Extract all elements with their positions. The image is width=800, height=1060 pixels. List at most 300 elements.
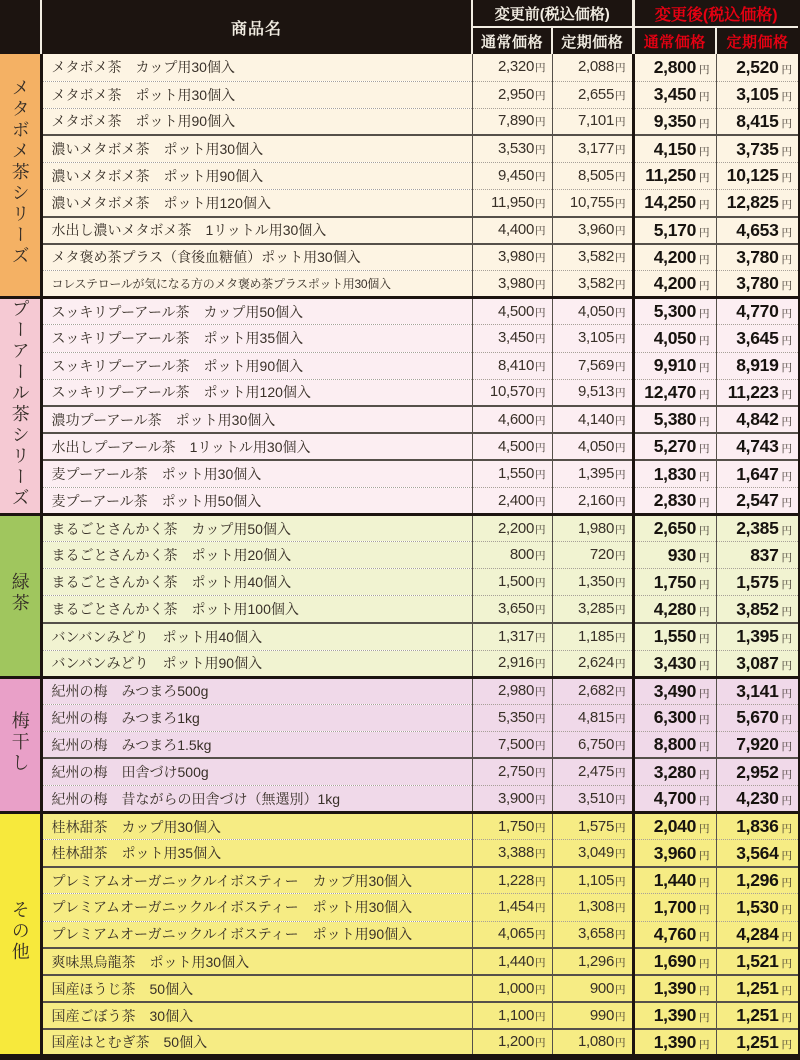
price-cell-before-regular xyxy=(472,135,552,162)
currency-suffix: 円 xyxy=(781,903,793,916)
currency-suffix: 円 xyxy=(781,443,793,456)
price-value: 1,500 xyxy=(497,573,534,591)
price-value: 9,450 xyxy=(497,166,534,184)
price-cell-before-regular xyxy=(472,298,552,325)
price-value: 2,800 xyxy=(653,56,696,77)
currency-suffix: 円 xyxy=(615,658,626,671)
table-row xyxy=(0,162,800,189)
currency-suffix: 円 xyxy=(535,414,546,427)
price-value: 1,521 xyxy=(736,951,779,972)
price-value: 9,910 xyxy=(653,355,696,376)
price-value: 3,450 xyxy=(497,329,534,347)
table-row xyxy=(0,81,800,108)
currency-suffix: 円 xyxy=(535,631,546,644)
price-value: 3,510 xyxy=(577,789,614,807)
currency-suffix: 円 xyxy=(699,849,710,862)
price-cell-after-regular xyxy=(633,894,716,921)
price-cell-after-subscription xyxy=(716,542,800,569)
price-value: 3,960 xyxy=(577,221,614,239)
currency-suffix: 円 xyxy=(535,875,546,888)
product-name-cell xyxy=(41,569,472,596)
price-value: 1,454 xyxy=(497,898,534,916)
currency-suffix: 円 xyxy=(781,226,793,239)
price-cell-before-regular xyxy=(472,488,552,515)
price-value: 3,105 xyxy=(577,329,614,347)
currency-suffix: 円 xyxy=(535,983,546,996)
price-cell-after-regular xyxy=(633,108,716,135)
currency-suffix: 円 xyxy=(535,848,546,861)
price-value: 2,682 xyxy=(577,682,614,700)
price-cell-before-regular xyxy=(472,786,552,813)
price-value: 720 xyxy=(589,546,614,564)
price-value: 1,395 xyxy=(577,465,614,483)
currency-suffix: 円 xyxy=(699,308,710,321)
price-cell-before-subscription xyxy=(552,298,633,325)
category-label: プーアール茶シリーズ xyxy=(9,298,30,509)
price-cell-after-regular xyxy=(633,786,716,813)
price-cell-after-regular xyxy=(633,162,716,189)
price-cell-after-regular xyxy=(633,325,716,352)
product-name: 麦プーアール茶 ポット用30個入 xyxy=(51,466,262,483)
price-cell-before-regular xyxy=(472,189,552,216)
price-cell-before-regular xyxy=(472,650,552,677)
currency-suffix: 円 xyxy=(781,91,793,104)
price-cell-after-subscription xyxy=(716,596,800,623)
price-cell-after-subscription xyxy=(716,488,800,515)
price-cell-after-regular xyxy=(633,406,716,433)
price-cell-before-subscription xyxy=(552,975,633,1002)
price-cell-before-subscription xyxy=(552,840,633,867)
table-row xyxy=(0,921,800,948)
currency-suffix: 円 xyxy=(781,280,793,293)
product-name: 水出し濃いメタボメ茶 1リットル用30個入 xyxy=(51,222,327,239)
price-value: 1,000 xyxy=(497,979,534,997)
price-value: 4,200 xyxy=(653,273,696,294)
currency-suffix: 円 xyxy=(615,441,626,454)
price-value: 3,087 xyxy=(736,652,779,673)
currency-suffix: 円 xyxy=(535,604,546,617)
price-cell-after-subscription xyxy=(716,271,800,298)
price-cell-before-subscription xyxy=(552,189,633,216)
price-value: 1,550 xyxy=(497,465,534,483)
product-name: スッキリプーアール茶 ポット用35個入 xyxy=(51,330,304,347)
currency-suffix: 円 xyxy=(699,226,710,239)
currency-suffix: 円 xyxy=(535,821,546,834)
price-cell-after-regular xyxy=(633,623,716,650)
price-cell-before-subscription xyxy=(552,81,633,108)
price-value: 3,105 xyxy=(736,84,779,105)
price-value: 4,653 xyxy=(736,219,779,240)
price-value: 2,520 xyxy=(736,56,779,77)
currency-suffix: 円 xyxy=(781,416,793,429)
price-value: 8,800 xyxy=(653,734,696,755)
table-row xyxy=(0,840,800,867)
price-cell-before-subscription xyxy=(552,244,633,271)
price-value: 3,645 xyxy=(736,327,779,348)
price-value: 9,513 xyxy=(577,383,614,401)
product-name: 水出しプーアール茶 1リットル用30個入 xyxy=(51,438,311,455)
price-value: 2,547 xyxy=(736,490,779,511)
column-header-product-name: 商品名 xyxy=(41,0,472,54)
product-name: まるごとさんかく茶 ポット用100個入 xyxy=(51,601,299,618)
category-cell xyxy=(0,54,41,298)
table-row xyxy=(0,54,800,81)
currency-suffix: 円 xyxy=(535,686,546,699)
price-cell-before-subscription xyxy=(552,162,633,189)
currency-suffix: 円 xyxy=(699,877,710,890)
product-name-cell xyxy=(41,108,472,135)
table-row xyxy=(0,135,800,162)
price-value: 1,550 xyxy=(653,626,696,647)
price-value: 6,300 xyxy=(653,707,696,728)
product-name-cell xyxy=(41,189,472,216)
price-value: 3,780 xyxy=(736,273,779,294)
price-value: 5,350 xyxy=(497,708,534,726)
price-cell-after-subscription xyxy=(716,786,800,813)
price-value: 3,564 xyxy=(736,842,779,863)
price-value: 2,400 xyxy=(497,491,534,509)
currency-suffix: 円 xyxy=(615,278,626,291)
currency-suffix: 円 xyxy=(535,739,546,752)
price-value: 1,105 xyxy=(577,871,614,889)
price-cell-before-regular xyxy=(472,244,552,271)
price-value: 1,100 xyxy=(497,1006,534,1024)
table-row xyxy=(0,623,800,650)
price-value: 1,830 xyxy=(653,463,696,484)
currency-suffix: 円 xyxy=(781,633,793,646)
currency-suffix: 円 xyxy=(781,470,793,483)
price-cell-before-regular xyxy=(472,758,552,785)
price-value: 2,952 xyxy=(736,761,779,782)
price-value: 4,230 xyxy=(736,788,779,809)
price-cell-after-regular xyxy=(633,189,716,216)
table-corner-cell xyxy=(0,0,41,54)
price-cell-before-subscription xyxy=(552,379,633,406)
price-cell-after-subscription xyxy=(716,948,800,975)
price-cell-after-subscription xyxy=(716,54,800,81)
price-value: 2,040 xyxy=(653,816,696,837)
product-name: 濃いメタボメ茶 ポット用90個入 xyxy=(51,167,264,184)
product-name: コレステロールが気になる方のメタ褒め茶プラスポット用30個入 xyxy=(51,277,391,292)
price-value: 1,228 xyxy=(497,871,534,889)
price-cell-after-subscription xyxy=(716,1029,800,1057)
price-value: 1,390 xyxy=(653,1031,696,1052)
price-value: 4,815 xyxy=(577,708,614,726)
price-value: 4,770 xyxy=(736,301,779,322)
product-name-cell xyxy=(41,542,472,569)
product-name-cell xyxy=(41,650,472,677)
currency-suffix: 円 xyxy=(535,550,546,563)
currency-suffix: 円 xyxy=(699,741,710,754)
product-name-cell xyxy=(41,406,472,433)
price-value: 4,600 xyxy=(497,410,534,428)
currency-suffix: 円 xyxy=(615,739,626,752)
price-value: 3,735 xyxy=(736,138,779,159)
price-value: 1,317 xyxy=(497,627,534,645)
product-name-cell xyxy=(41,433,472,460)
price-value: 1,308 xyxy=(577,898,614,916)
category-label: その他 xyxy=(9,900,30,964)
currency-suffix: 円 xyxy=(699,714,710,727)
price-cell-before-regular xyxy=(472,840,552,867)
product-name-cell xyxy=(41,948,472,975)
product-name: 国産はとむぎ茶 50個入 xyxy=(51,1034,208,1051)
price-value: 5,380 xyxy=(653,409,696,430)
table-row xyxy=(0,1002,800,1029)
currency-suffix: 円 xyxy=(535,333,546,346)
currency-suffix: 円 xyxy=(535,278,546,291)
price-value: 4,280 xyxy=(653,598,696,619)
currency-suffix: 円 xyxy=(615,821,626,834)
price-cell-after-regular xyxy=(633,677,716,704)
price-cell-after-regular xyxy=(633,813,716,840)
currency-suffix: 円 xyxy=(535,144,546,157)
price-value: 12,825 xyxy=(726,192,779,213)
table-row xyxy=(0,758,800,785)
price-cell-after-regular xyxy=(633,352,716,379)
currency-suffix: 円 xyxy=(781,388,793,401)
price-value: 11,223 xyxy=(727,381,779,402)
currency-suffix: 円 xyxy=(699,795,710,808)
price-cell-after-subscription xyxy=(716,108,800,135)
product-name-cell xyxy=(41,379,472,406)
price-cell-after-subscription xyxy=(716,81,800,108)
price-value: 1,395 xyxy=(736,626,779,647)
price-cell-after-regular xyxy=(633,542,716,569)
price-cell-before-subscription xyxy=(552,108,633,135)
currency-suffix: 円 xyxy=(699,659,710,672)
price-cell-before-subscription xyxy=(552,596,633,623)
price-cell-after-subscription xyxy=(716,298,800,325)
product-name-cell xyxy=(41,244,472,271)
price-value: 1,296 xyxy=(736,870,779,891)
price-cell-before-subscription xyxy=(552,542,633,569)
price-cell-after-regular xyxy=(633,298,716,325)
currency-suffix: 円 xyxy=(781,253,793,266)
price-value: 3,852 xyxy=(736,598,779,619)
price-value: 5,670 xyxy=(736,707,779,728)
header-row-top xyxy=(0,0,800,27)
price-value: 1,440 xyxy=(653,870,696,891)
product-name: 紀州の梅 昔ながらの田舎づけ（無選別）1kg xyxy=(51,790,341,807)
price-cell-before-subscription xyxy=(552,406,633,433)
product-name: 紀州の梅 みつまろ500g xyxy=(51,683,209,700)
currency-suffix: 円 xyxy=(615,387,626,400)
currency-suffix: 円 xyxy=(699,903,710,916)
category-label: 梅干し xyxy=(9,710,30,774)
price-value: 3,490 xyxy=(653,680,696,701)
price-cell-after-regular xyxy=(633,867,716,894)
table-row xyxy=(0,352,800,379)
price-cell-before-subscription xyxy=(552,325,633,352)
price-cell-after-subscription xyxy=(716,406,800,433)
currency-suffix: 円 xyxy=(535,116,546,129)
currency-suffix: 円 xyxy=(535,170,546,183)
price-value: 2,916 xyxy=(497,654,534,672)
price-value: 10,755 xyxy=(569,193,614,211)
price-cell-after-regular xyxy=(633,488,716,515)
currency-suffix: 円 xyxy=(535,767,546,780)
price-value: 2,160 xyxy=(577,491,614,509)
price-cell-after-subscription xyxy=(716,379,800,406)
currency-suffix: 円 xyxy=(535,902,546,915)
price-value: 10,125 xyxy=(726,165,779,186)
price-cell-before-subscription xyxy=(552,786,633,813)
price-value: 2,385 xyxy=(736,518,779,539)
product-name-cell xyxy=(41,704,472,731)
price-value: 4,500 xyxy=(497,302,534,320)
currency-suffix: 円 xyxy=(699,687,710,700)
price-value: 1,575 xyxy=(736,571,779,592)
price-cell-after-regular xyxy=(633,515,716,542)
price-value: 3,780 xyxy=(736,246,779,267)
product-name: スッキリプーアール茶 ポット用120個入 xyxy=(51,384,311,401)
price-value: 1,690 xyxy=(653,951,696,972)
price-value: 4,760 xyxy=(653,923,696,944)
price-cell-after-regular xyxy=(633,948,716,975)
price-value: 11,250 xyxy=(645,165,696,186)
currency-suffix: 円 xyxy=(535,360,546,373)
price-cell-after-subscription xyxy=(716,758,800,785)
currency-suffix: 円 xyxy=(699,416,710,429)
currency-suffix: 円 xyxy=(535,197,546,210)
table-row xyxy=(0,271,800,298)
currency-suffix: 円 xyxy=(535,89,546,102)
currency-suffix: 円 xyxy=(615,983,626,996)
currency-suffix: 円 xyxy=(535,577,546,590)
price-cell-after-subscription xyxy=(716,813,800,840)
price-value: 2,624 xyxy=(577,654,614,672)
price-cell-after-subscription xyxy=(716,677,800,704)
price-cell-after-regular xyxy=(633,271,716,298)
price-value: 1,980 xyxy=(577,519,614,537)
price-cell-before-regular xyxy=(472,460,552,487)
currency-suffix: 円 xyxy=(615,306,626,319)
price-value: 930 xyxy=(667,544,696,565)
currency-suffix: 円 xyxy=(535,929,546,942)
price-value: 4,140 xyxy=(577,410,614,428)
price-value: 3,049 xyxy=(577,844,614,862)
currency-suffix: 円 xyxy=(781,1038,793,1051)
price-cell-after-regular xyxy=(633,921,716,948)
currency-suffix: 円 xyxy=(699,1012,710,1025)
product-name-cell xyxy=(41,1029,472,1057)
price-cell-before-regular xyxy=(472,162,552,189)
price-value: 4,050 xyxy=(577,302,614,320)
price-cell-before-regular xyxy=(472,217,552,244)
price-cell-after-regular xyxy=(633,244,716,271)
price-cell-after-subscription xyxy=(716,135,800,162)
currency-suffix: 円 xyxy=(535,793,546,806)
price-cell-before-regular xyxy=(472,433,552,460)
price-value: 3,980 xyxy=(497,274,534,292)
product-name: 濃いメタボメ茶 ポット用120個入 xyxy=(51,194,271,211)
product-name: スッキリプーアール茶 ポット用90個入 xyxy=(51,357,304,374)
product-name-cell xyxy=(41,325,472,352)
price-value: 3,582 xyxy=(577,248,614,266)
price-cell-after-subscription xyxy=(716,352,800,379)
price-cell-before-subscription xyxy=(552,1029,633,1057)
price-cell-before-regular xyxy=(472,921,552,948)
product-name-cell xyxy=(41,623,472,650)
price-value: 3,388 xyxy=(497,844,534,862)
currency-suffix: 円 xyxy=(615,495,626,508)
product-name: プレミアムオーガニックルイボスティー ポット用30個入 xyxy=(51,899,413,916)
currency-suffix: 円 xyxy=(781,958,793,971)
currency-suffix: 円 xyxy=(615,793,626,806)
currency-suffix: 円 xyxy=(699,958,710,971)
product-name: 濃いメタボメ茶 ポット用30個入 xyxy=(51,141,264,158)
product-name: まるごとさんかく茶 ポット用20個入 xyxy=(51,547,292,564)
price-cell-after-subscription xyxy=(716,1002,800,1029)
price-cell-after-regular xyxy=(633,1029,716,1057)
currency-suffix: 円 xyxy=(699,117,710,130)
price-cell-before-regular xyxy=(472,623,552,650)
price-value: 1,530 xyxy=(736,896,779,917)
product-name-cell xyxy=(41,786,472,813)
price-cell-after-regular xyxy=(633,379,716,406)
price-cell-before-subscription xyxy=(552,515,633,542)
column-header-after-subscription: 定期価格 xyxy=(716,27,800,54)
product-name-cell xyxy=(41,298,472,325)
price-cell-before-subscription xyxy=(552,271,633,298)
product-name-cell xyxy=(41,217,472,244)
currency-suffix: 円 xyxy=(615,956,626,969)
currency-suffix: 円 xyxy=(781,605,793,618)
table-row xyxy=(0,515,800,542)
price-value: 7,920 xyxy=(736,734,779,755)
currency-suffix: 円 xyxy=(699,578,710,591)
currency-suffix: 円 xyxy=(699,1038,710,1051)
product-name-cell xyxy=(41,813,472,840)
price-cell-before-subscription xyxy=(552,650,633,677)
price-value: 2,950 xyxy=(497,85,534,103)
price-cell-before-regular xyxy=(472,596,552,623)
currency-suffix: 円 xyxy=(699,551,710,564)
product-name: スッキリプーアール茶 カップ用50個入 xyxy=(51,303,303,320)
price-value: 12,470 xyxy=(644,381,696,402)
currency-suffix: 円 xyxy=(699,253,710,266)
column-header-before-regular: 通常価格 xyxy=(472,27,552,54)
currency-suffix: 円 xyxy=(781,199,793,212)
price-cell-before-subscription xyxy=(552,569,633,596)
price-cell-before-subscription xyxy=(552,460,633,487)
product-name: 紀州の梅 田舎づけ500g xyxy=(51,764,209,781)
product-name-cell xyxy=(41,162,472,189)
price-cell-after-regular xyxy=(633,460,716,487)
currency-suffix: 円 xyxy=(781,362,793,375)
product-name: まるごとさんかく茶 ポット用40個入 xyxy=(51,574,292,591)
currency-suffix: 円 xyxy=(699,605,710,618)
price-value: 4,050 xyxy=(653,327,696,348)
currency-suffix: 円 xyxy=(781,659,793,672)
category-label: メタボメ茶シリーズ xyxy=(9,78,30,268)
price-cell-after-regular xyxy=(633,569,716,596)
product-name-cell xyxy=(41,352,472,379)
price-value: 10,570 xyxy=(489,383,534,401)
currency-suffix: 円 xyxy=(535,712,546,725)
price-cell-before-subscription xyxy=(552,894,633,921)
price-cell-after-subscription xyxy=(716,921,800,948)
price-cell-before-regular xyxy=(472,1002,552,1029)
currency-suffix: 円 xyxy=(781,578,793,591)
price-value: 1,296 xyxy=(577,952,614,970)
price-value: 4,284 xyxy=(736,923,779,944)
price-value: 2,830 xyxy=(653,490,696,511)
currency-suffix: 円 xyxy=(781,145,793,158)
currency-suffix: 円 xyxy=(781,714,793,727)
price-value: 3,960 xyxy=(653,842,696,863)
